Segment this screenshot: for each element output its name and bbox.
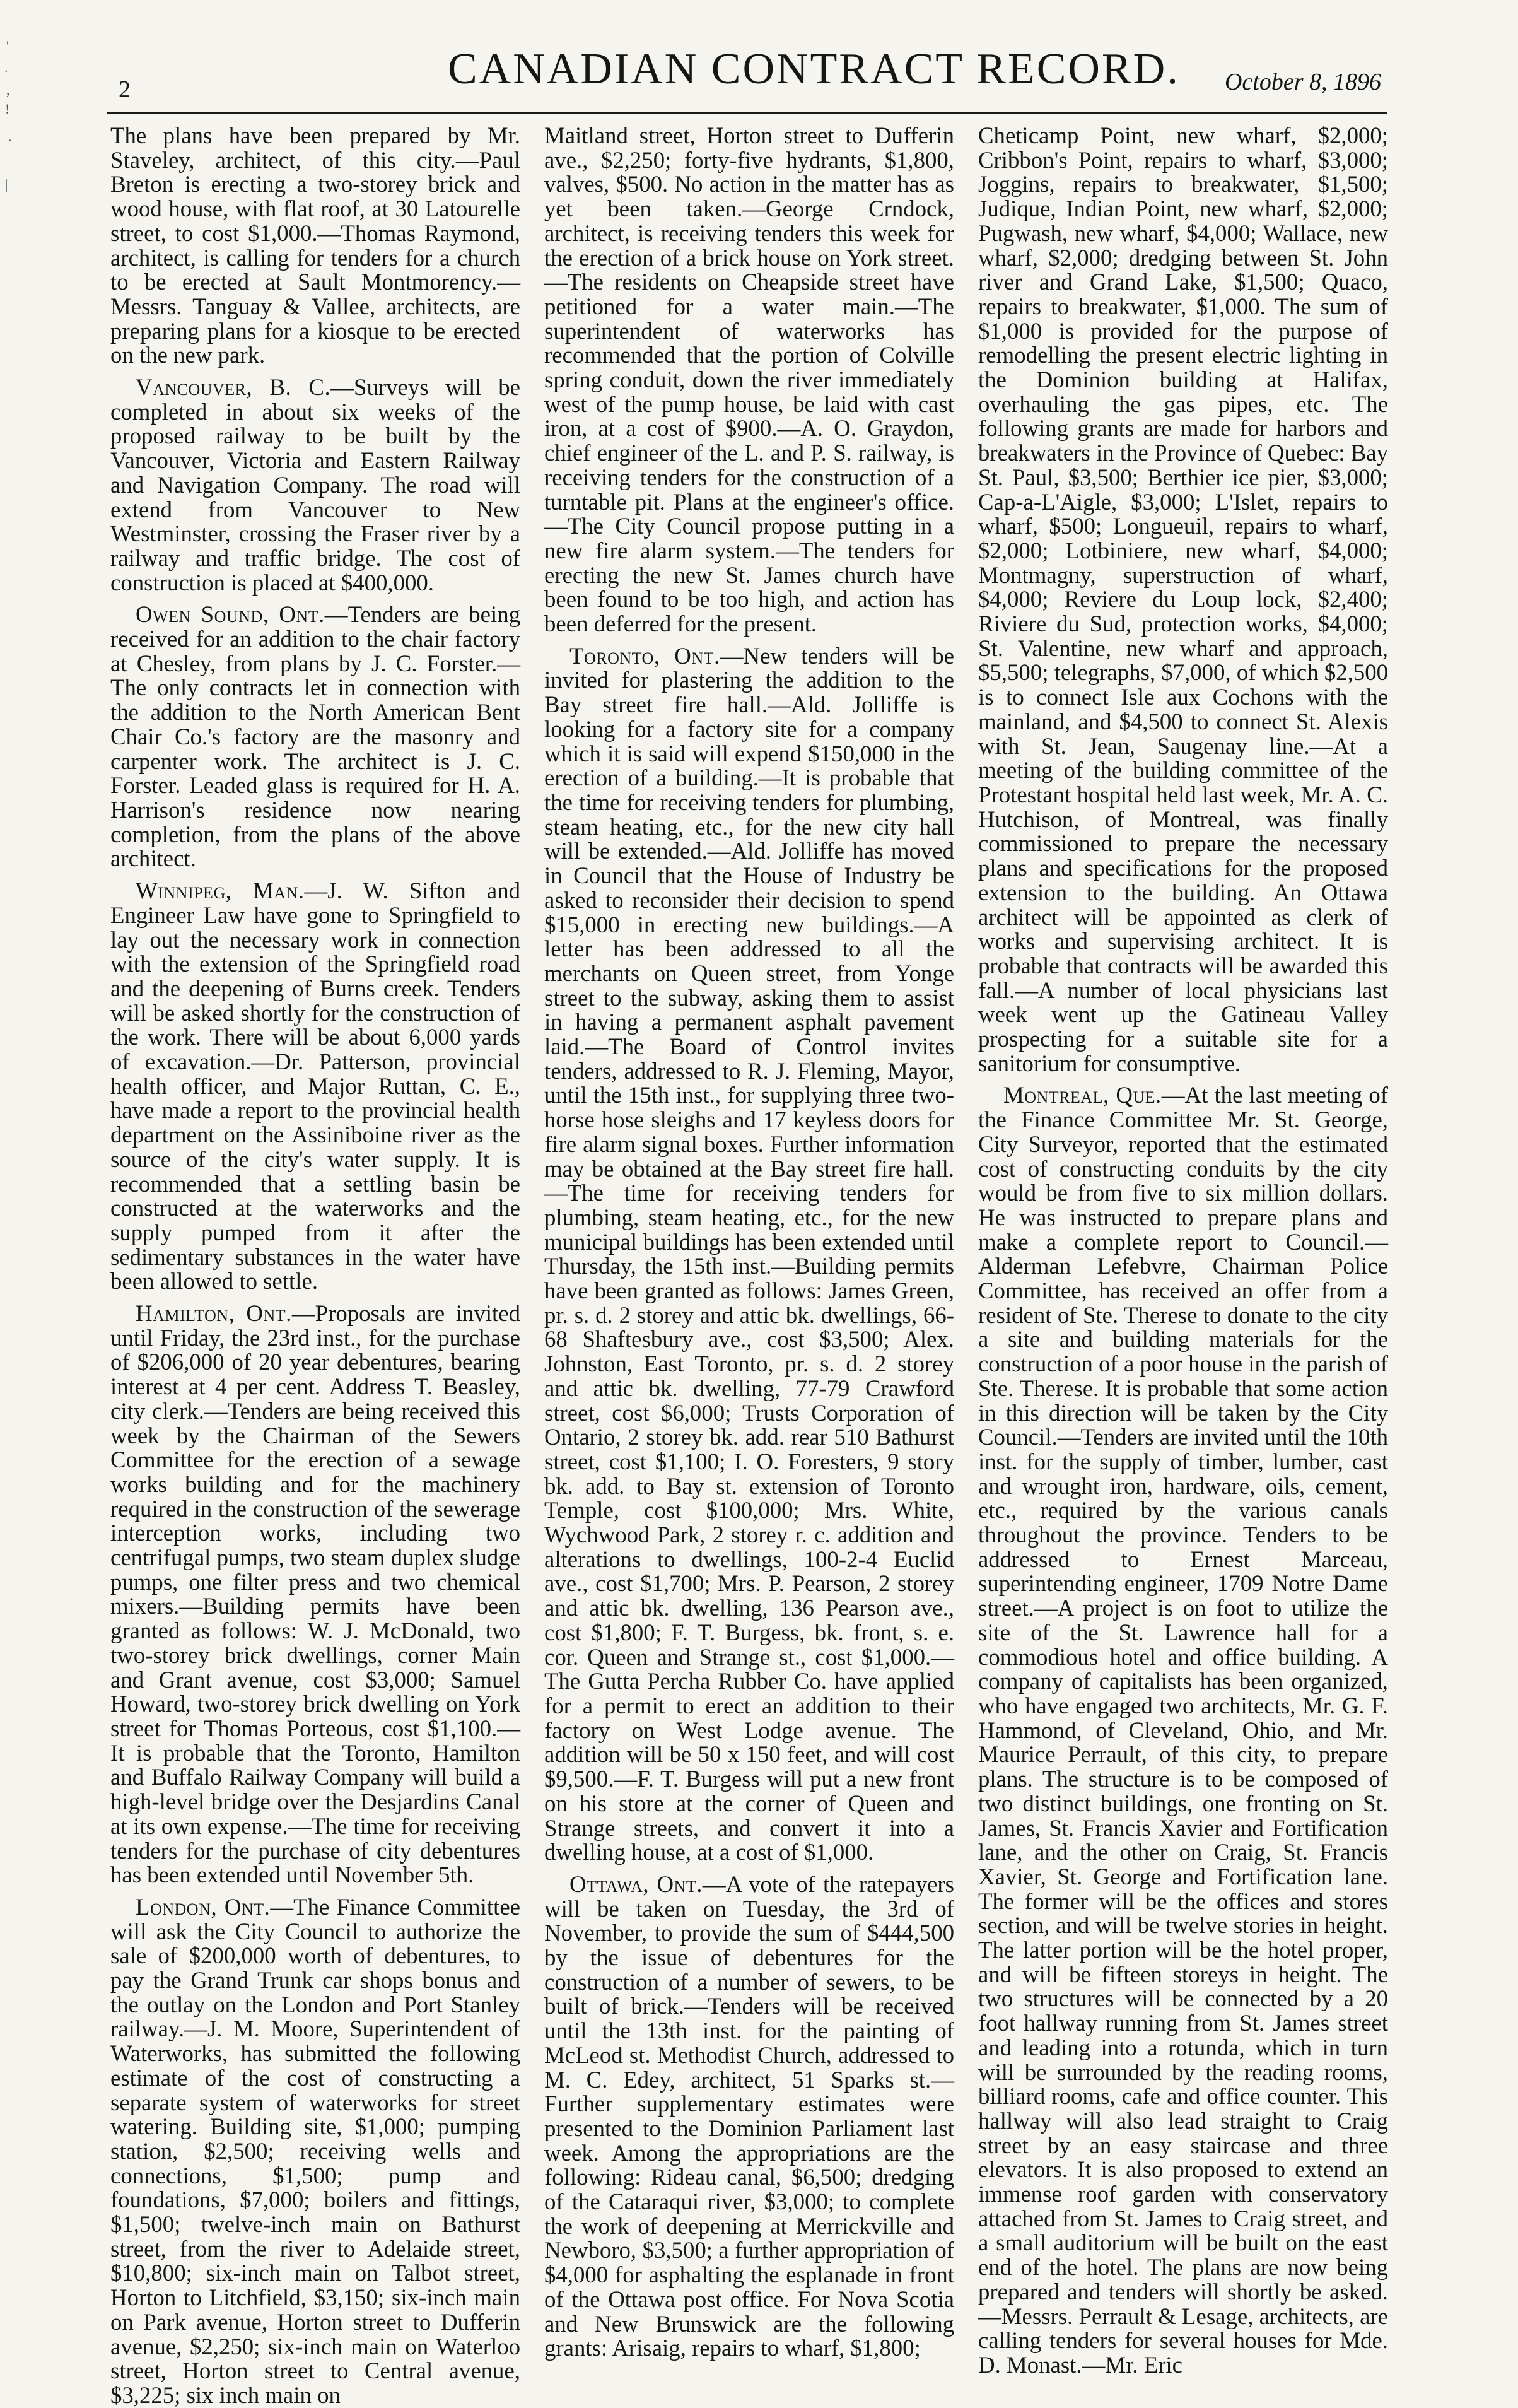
column-3	[978, 122, 1388, 2378]
article-paragraph	[110, 124, 520, 368]
paragraph-text: The plans have been prepared by Mr. Staveley, architect, of this city.—Paul Breton is erecting a two-storey brick and wood house, with flat roof, at 30 Latourelle street, to cost $1,000.—Thomas Raymond, architect, is calling for tenders for a church to be erected at Sault Montmorency.—Messrs. Tanguay & Vallee, architects, are preparing plans for a kiosque to be erected on the new park.	[110, 122, 520, 368]
column-2	[544, 122, 955, 2361]
article-paragraph	[544, 124, 954, 637]
masthead-rule	[107, 112, 1387, 114]
page-number: 2	[119, 76, 131, 103]
margin-marks: ' · , ! · |	[4, 38, 13, 192]
dateline: London, Ont.	[136, 1893, 271, 1920]
dateline: Hamilton, Ont.	[136, 1300, 292, 1327]
article-paragraph	[544, 1872, 954, 2361]
article-paragraph	[544, 644, 954, 1865]
paragraph-text: —Surveys will be completed in about six weeks of the proposed railway to be built by the Vancouver, Victoria and Eastern Railway and Navigation Company. The road will extend from Vancouver to New Westminster, crossing the Fraser river by a railway and traffic bridge. The cost of construction is placed at $400,000.	[110, 374, 520, 596]
article-paragraph	[110, 879, 520, 1294]
paragraph-text: —Proposals are invited until Friday, the 23rd inst., for the purchase of $206,000 of 20 year debentures, bearing interest at 4 per cent. Address T. Beasley, city clerk.—Tenders are being received this week by the Chairman of the Sewers Committee for the erection of a sewage works building and for the machinery required in the construction of the sewerage interception works, including two centrifugal pumps, two steam duplex sludge pumps, one filter press and two chemical mixers.—Building permits have been granted as follows: W. J. McDonald, two two-storey brick dwellings, corner Main and Grant avenue, cost $3,000; Samuel Howard, two-storey brick dwelling on York street for Thomas Porteous, cost $1,100.—It is probable that the Toronto, Hamilton and Buffalo Railway Company will build a high-level bridge over the Desjardins Canal at its own expense.—The time for receiving tenders for the purchase of city debentures has been extended until November 5th.	[110, 1300, 521, 1888]
paragraph-text: —J. W. Sifton and Engineer Law have gone to Springfield to lay out the necessary work in connection with the extension of the Springfield road and the deepening of Burns creek. Tenders will be asked shortly for the construction of the work. There will be about 6,000 yards of excavation.—Dr. Patterson, provincial health officer, and Major Ruttan, C. E., have made a report to the provincial health department on the Assiniboine river as the source of the city's water supply. It is recommended that a settling basin be constructed at the waterworks and the supply pumped from it after the sedimentary substances in the water have been allowed to settle.	[110, 878, 520, 1295]
column-1	[110, 122, 521, 2408]
article-paragraph	[978, 1083, 1388, 2377]
article-paragraph	[110, 1301, 520, 1888]
paragraph-text: Maitland street, Horton street to Dufferin ave., $2,250; forty-five hydrants, $1,800, valves, $500. No action in the matter has as yet been taken.—George Crndock, architect, is receiving tenders this week for the erection of a brick house on York street.—The residents on Cheapside street have petitioned for a water main.—The superintendent of waterworks has recommended that the portion of Colville spring conduit, down the river immediately west of the pump house, be laid with cast iron, at a cost of $900.—A. O. Graydon, chief engineer of the L. and P. S. railway, is receiving tenders for the construction of a turntable pit. Plans at the engineer's office.—The City Council propose putting in a new fire alarm system.—The tenders for erecting the new St. James church have been found to be too high, and action has been deferred for the present.	[544, 122, 954, 637]
dateline: Toronto, Ont.	[569, 642, 720, 669]
article-paragraph	[110, 375, 520, 595]
dateline: Vancouver, B. C.	[136, 374, 331, 401]
paragraph-text: —The Finance Committee will ask the City Council to authorize the sale of $200,000 worth of debentures, to pay the Grand Trunk car shops bonus and the outlay on the London and Port Stanley railway.—J. M. Moore, Superintendent of Waterworks, has submitted the following estimate of the cost of constructing a separate system of waterworks for street watering. Building site, $1,000; pumping station, $2,500; receiving wells and connections, $1,500; pump and foundations, $7,000; boilers and fittings, $1,500; twelve-inch main on Bathurst street, from the river to Adelaide street, $10,800; six-inch main on Talbot street, Horton to Litchfield, $3,150; six-inch main on Park avenue, Horton street to Dufferin avenue, $2,250; six-inch main on Waterloo street, Horton street to Central avenue, $3,225; six inch main on	[110, 1893, 520, 2408]
issue-date: October 8, 1896	[1224, 69, 1381, 95]
article-columns	[110, 122, 1391, 2408]
article-paragraph	[978, 124, 1388, 1076]
article-paragraph	[110, 602, 520, 871]
dateline: Owen Sound, Ont.	[136, 601, 325, 628]
dateline: Ottawa, Ont.	[569, 1871, 703, 1897]
paper-title: CANADIAN CONTRACT RECORD.	[448, 45, 1180, 93]
paragraph-text: —At the last meeting of the Finance Committee Mr. St. George, City Surveyor, reported that the estimated cost of constructing conduits by the city would be from five to six million dollars. He was instructed to prepare plans and make a complete report to Council.—Alderman Lefebvre, Chairman Police Committee, has received an offer from a resident of Ste. Therese to donate to the city a site and building materials for the construction of a poor house in the parish of Ste. Therese. It is probable that some action in this direction will be taken by the City Council.—Tenders are invited until the 10th inst. for the supply of timber, lumber, cast and wrought iron, hardware, oils, cement, etc., required by the various canals throughout the province. Tenders to be addressed to Ernest Marceau, superintending engineer, 1709 Notre Dame street.—A project is on foot to utilize the site of the St. Lawrence hall for a commodious hotel and office building. A company of capitalists has been organized, who have engaged two architects, Mr. G. F. Hammond, of Cleveland, Ohio, and Mr. Maurice Perrault, of this city, to prepare plans. The structure is to be composed of two distinct buildings, one fronting on St. James, St. Francis Xavier and Fortification lane, and the other on Craig, St. Francis Xavier, St. George and Fortification lane. The former will be the offices and stores section, and will be twelve stories in height. The latter portion will be the hotel proper, and will be fifteen storeys in height. The two structures will be connected by a 20 foot hallway running from St. James street and leading into a rotunda, which in turn will be surrounded by the reading rooms, billiard rooms, cafe and office counter. This hallway will also lead straight to Craig street by an easy staircase and three elevators. It is also proposed to extend an immense roof garden with conservatory attached from St. James to Craig street, and a small auditorium will be built on the east end of the hotel. The plans are now being prepared and tenders will shortly be asked.—Messrs. Perrault & Lesage, architects, are calling tenders for several houses for Mde. D. Monast.—Mr. Eric	[978, 1082, 1388, 2378]
paragraph-text: —A vote of the ratepayers will be taken on Tuesday, the 3rd of November, to provide the sum of $444,500 by the issue of debentures for the construction of a number of sewers, to be built of brick.—Tenders will be received until the 13th inst. for the painting of McLeod st. Methodist Church, addressed to M. C. Edey, architect, 51 Sparks st.—Further supplementary estimates were presented to the Dominion Parliament last week. Among the appropriations are the following: Rideau canal, $6,500; dredging of the Cataraqui river, $3,000; to complete the work of deepening at Merrickville and Newboro, $3,500; a further appropriation of $4,000 for asphalting the esplanade in front of the Ottawa post office. For Nova Scotia and New Brunswick are the following grants: Arisaig, repairs to wharf, $1,800;	[544, 1871, 954, 2361]
paragraph-text: Cheticamp Point, new wharf, $2,000; Cribbon's Point, repairs to wharf, $3,000; Joggins, repairs to breakwater, $1,500; Judique, Indian Point, new wharf, $2,000; Pugwash, new wharf, $4,000; Wallace, new wharf, $2,000; dredging between St. John river and Grand Lake, $1,500; Quaco, repairs to breakwater, $1,000. The sum of $1,000 is provided for the purpose of remodelling the present electric lighting in the Dominion building at Halifax, overhauling the gas pipes, etc. The following grants are made for harbors and breakwaters in the Province of Quebec: Bay St. Paul, $3,500; Berthier ice pier, $3,000; Cap-a-L'Aigle, $3,000; L'Islet, repairs to wharf, $500; Longueuil, repairs to wharf, $2,000; Lotbiniere, new wharf, $4,000; Montmagny, superstruction of wharf, $4,000; Reviere du Loup lock, $2,400; Riviere du Sud, protection works, $4,000; St. Valentine, new wharf and approach, $5,500; telegraphs, $7,000, of which $2,500 is to connect Isle aux Cochons with the mainland, and $4,500 to connect St. Alexis with St. Jean, Saugenay line.—At a meeting of the building committee of the Protestant hospital held last week, Mr. A. C. Hutchison, of Montreal, was finally commissioned to prepare the necessary plans and specifications for the proposed extension to the building. An Ottawa architect will be appointed as clerk of works and supervising architect. It is probable that contracts will be awarded this fall.—A number of local physicians last week went up the Gatineau Valley prospecting for a suitable site for a sanitorium for consumptive.	[978, 122, 1388, 1076]
dateline: Winnipeg, Man.	[136, 878, 305, 904]
paragraph-text: —Tenders are being received for an addition to the chair factory at Chesley, from plans by J. C. Forster.—The only contracts let in connection with the addition to the North American Bent Chair Co.'s factory are the masonry and carpenter work. The architect is J. C. Forster. Leaded glass is required for H. A. Harrison's residence now nearing completion, from the plans of the above architect.	[110, 601, 520, 872]
paragraph-text: —New tenders will be invited for plastering the addition to the Bay street fire hall.—Ald. Jolliffe is looking for a factory site for a company which it is said will expend $150,000 in the erection of a building.—It is probable that the time for receiving tenders for plumbing, steam heating, etc., for the new city hall will be extended.—Ald. Jolliffe has moved in Council that the House of Industry be asked to reconsider their decision to spend $15,000 in erecting new buildings.—A letter has been addressed to all the merchants on Queen street, from Yonge street to the subway, asking them to assist in having a permanent asphalt pavement laid.—The Board of Control invites tenders, addressed to R. J. Fleming, Mayor, until the 15th inst., for supplying three two-horse hose sleighs and 17 keyless doors for fire alarm signal boxes. Further information may be obtained at the Bay street fire hall.—The time for receiving tenders for plumbing, steam heating, etc., for the new municipal buildings has been extended until Thursday, the 15th inst.—Building permits have been granted as follows: James Green, pr. s. d. 2 storey and attic bk. dwellings, 66-68 Shaftesbury ave., cost $3,500; Alex. Johnston, East Toronto, pr. s. d. 2 storey and attic bk. dwelling, 77-79 Crawford street, cost $6,000; Trusts Corporation of Ontario, 2 storey bk. add. rear 510 Bathurst street, cost $1,100; I. O. Foresters, 9 story bk. add. to Bay st. extension of Toronto Temple, cost $100,000; Mrs. White, Wychwood Park, 2 storey r. c. addition and alterations to dwellings, 100-2-4 Euclid ave., cost $1,700; Mrs. P. Pearson, 2 storey and attic bk. dwelling, 136 Pearson ave., cost $1,800; F. T. Burgess, bk. front, s. e. cor. Queen and Strange st., cost $1,000.—The Gutta Percha Rubber Co. have applied for a permit to erect an addition to their factory on West Lodge avenue. The addition will be 50 x 150 feet, and will cost $9,500.—F. T. Burgess will put a new front on his store at the corner of Queen and Strange streets, and convert it into a dwelling house, at a cost of $1,000.	[544, 642, 955, 1865]
dateline: Montreal, Que.	[1003, 1082, 1162, 1108]
masthead	[107, 37, 1381, 106]
article-paragraph	[110, 1895, 520, 2408]
